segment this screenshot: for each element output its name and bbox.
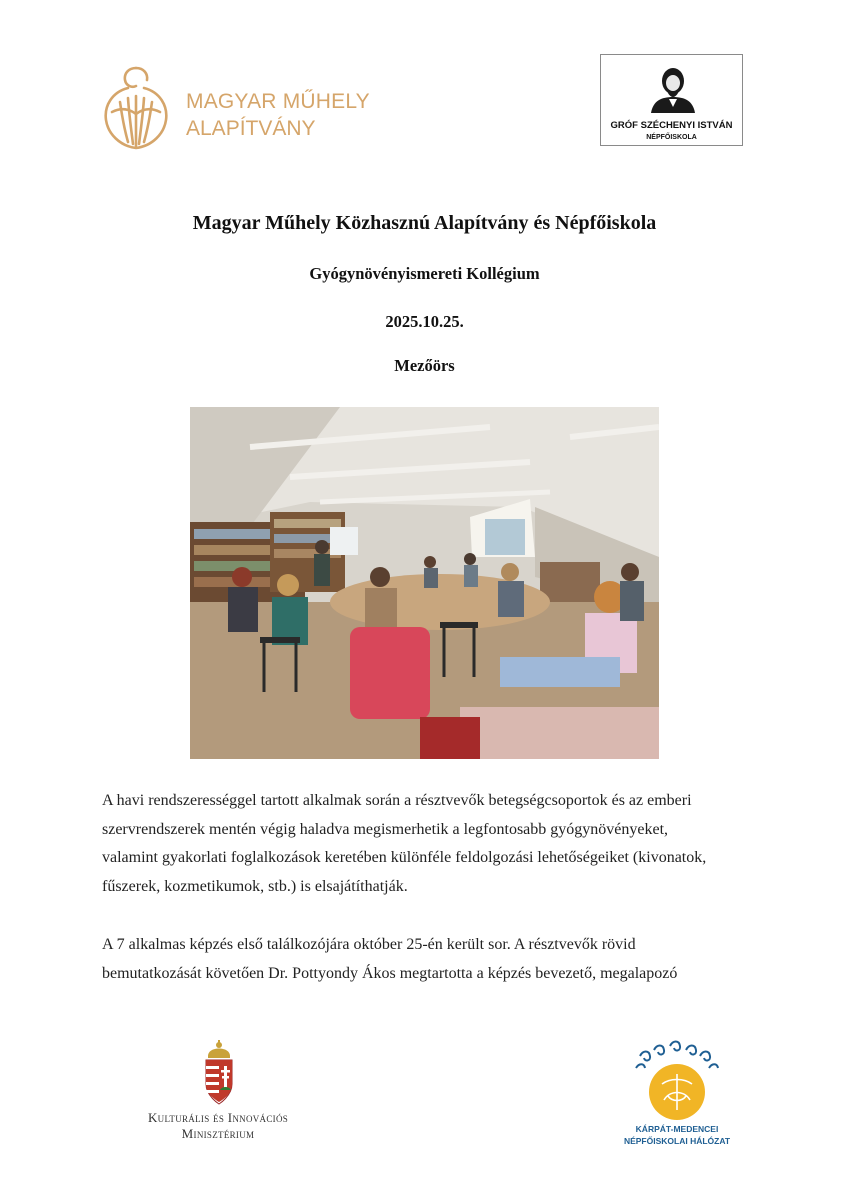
body-paragraph-2 [102, 931, 762, 988]
body-paragraph-1 [102, 787, 762, 901]
hungarian-coat-of-arms-icon [202, 1040, 236, 1106]
classroom-photo-illustration [190, 407, 659, 759]
paragraph-1-line: fűszerek, kozmetikumok, stb.) is elsajátíthatják. [102, 877, 408, 895]
paragraph-1-line: valamint gyakorlati foglalkozások keretében különféle feldolgozási lehetőségeiket (kivonatok, [102, 849, 707, 866]
szechenyi-nepfoiskola-logo [600, 54, 743, 146]
magyar-muhely-logo-line2: ALAPÍTVÁNY [186, 117, 316, 140]
event-date: 2025.10.25. [385, 312, 464, 331]
szechenyi-logo-name: GRÓF SZÉCHENYI ISTVÁN [610, 120, 733, 131]
event-photo [190, 407, 659, 759]
paragraph-1-line: szervrendszerek mentén végig haladva megismerhetik a legfontosabb gyógynövényeket, [102, 820, 669, 838]
network-emblem-icon [632, 1040, 722, 1122]
network-logo-line1: KÁRPÁT-MEDENCEI [635, 1124, 719, 1134]
szechenyi-portrait-icon [645, 61, 701, 113]
magyar-muhely-logo [98, 62, 388, 154]
magyar-muhely-bird-emblem-icon [98, 62, 174, 154]
szechenyi-logo-subtitle: NÉPFŐISKOLA [646, 134, 697, 141]
network-logo [612, 1040, 742, 1148]
paragraph-2-line: A 7 alkalmas képzés első találkozójára október 25-én került sor. A résztvevők rövid [102, 936, 636, 953]
paragraph-2-line: bemutatkozását követően Dr. Pottyondy Ákos megtartotta a képzés bevezető, megalapozó [102, 964, 678, 982]
ministry-logo-line2: Minisztérium [181, 1126, 255, 1141]
ministry-logo [122, 1040, 314, 1144]
magyar-muhely-logo-line1: MAGYAR MŰHELY [186, 90, 370, 113]
network-logo-line2: NÉPFŐISKOLAI HÁLÓZAT [623, 1136, 731, 1146]
document-title: Magyar Műhely Közhasznú Alapítvány és Népfőiskola [192, 212, 657, 234]
ministry-logo-line1: Kulturális és Innovációs [147, 1110, 289, 1125]
document-subtitle: Gyógynövényismereti Kollégium [309, 264, 540, 283]
event-place: Mezőörs [394, 356, 455, 375]
paragraph-1-line: A havi rendszerességgel tartott alkalmak során a résztvevők betegségcsoportok és az emberi [102, 792, 692, 809]
